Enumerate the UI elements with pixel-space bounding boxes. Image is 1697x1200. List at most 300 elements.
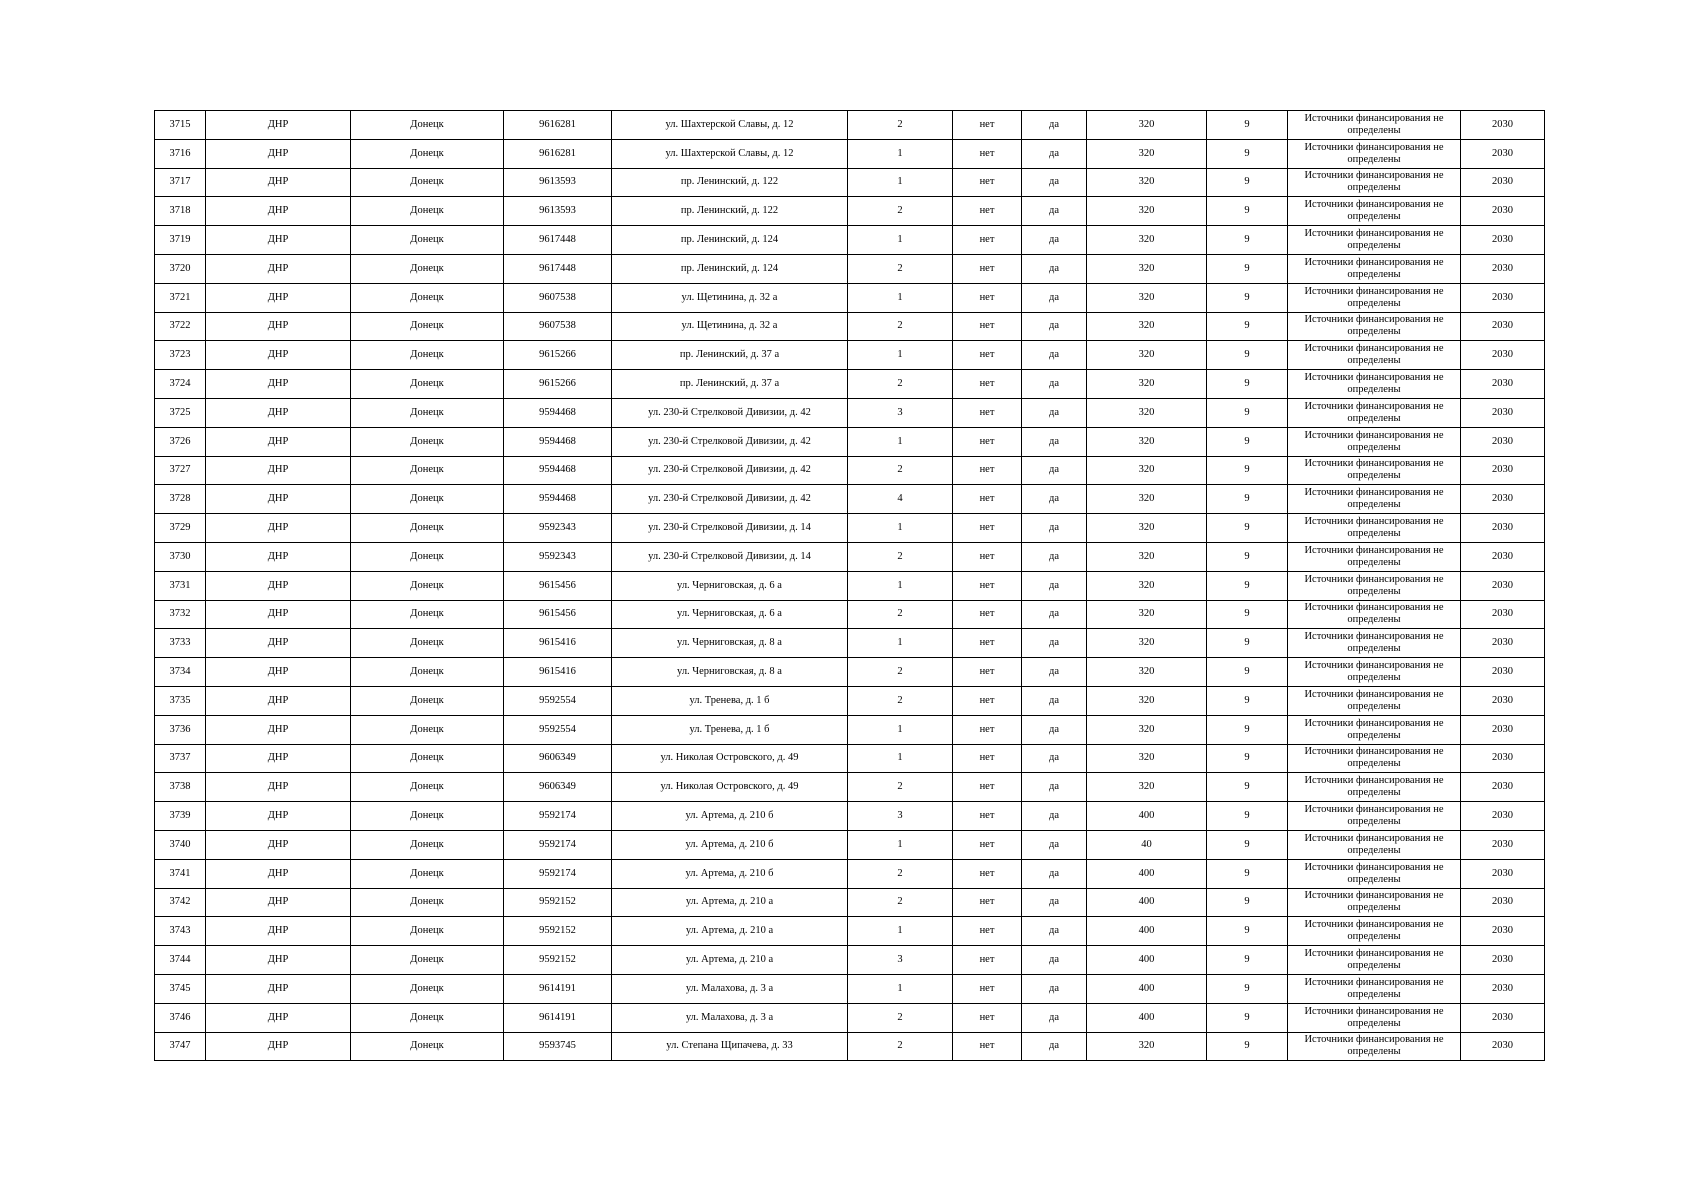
no-cell: нет (953, 427, 1022, 456)
count-cell: 9 (1207, 888, 1288, 917)
building-id-cell: 9615266 (504, 370, 612, 399)
table-row (155, 974, 1545, 1003)
building-id-cell: 9592174 (504, 830, 612, 859)
region-cell: ДНР (206, 802, 351, 831)
funding-source-cell: Источники финансирования не определены (1288, 917, 1461, 946)
row-number-cell: 3719 (155, 226, 206, 255)
entrance-cell: 1 (848, 715, 953, 744)
entrance-cell: 2 (848, 773, 953, 802)
building-id-cell: 9617448 (504, 226, 612, 255)
yes-cell: да (1022, 226, 1087, 255)
count-cell: 9 (1207, 370, 1288, 399)
entrance-cell: 2 (848, 111, 953, 140)
entrance-cell: 2 (848, 542, 953, 571)
value-cell: 320 (1087, 254, 1207, 283)
no-cell: нет (953, 542, 1022, 571)
region-cell: ДНР (206, 686, 351, 715)
yes-cell: да (1022, 283, 1087, 312)
value-cell: 320 (1087, 168, 1207, 197)
funding-source-cell: Источники финансирования не определены (1288, 1003, 1461, 1032)
count-cell: 9 (1207, 946, 1288, 975)
year-cell: 2030 (1461, 773, 1545, 802)
no-cell: нет (953, 773, 1022, 802)
city-cell: Донецк (351, 370, 504, 399)
building-id-cell: 9613593 (504, 168, 612, 197)
entrance-cell: 2 (848, 370, 953, 399)
yes-cell: да (1022, 456, 1087, 485)
city-cell: Донецк (351, 111, 504, 140)
region-cell: ДНР (206, 283, 351, 312)
year-cell: 2030 (1461, 686, 1545, 715)
yes-cell: да (1022, 715, 1087, 744)
entrance-cell: 1 (848, 571, 953, 600)
yes-cell: да (1022, 744, 1087, 773)
value-cell: 320 (1087, 600, 1207, 629)
no-cell: нет (953, 974, 1022, 1003)
yes-cell: да (1022, 197, 1087, 226)
yes-cell: да (1022, 168, 1087, 197)
value-cell: 320 (1087, 398, 1207, 427)
city-cell: Донецк (351, 888, 504, 917)
region-cell: ДНР (206, 715, 351, 744)
yes-cell: да (1022, 485, 1087, 514)
address-cell: пр. Ленинский, д. 124 (612, 226, 848, 255)
table-row (155, 1003, 1545, 1032)
no-cell: нет (953, 715, 1022, 744)
row-number-cell: 3742 (155, 888, 206, 917)
city-cell: Донецк (351, 139, 504, 168)
row-number-cell: 3731 (155, 571, 206, 600)
city-cell: Донецк (351, 514, 504, 543)
address-cell: пр. Ленинский, д. 37 а (612, 341, 848, 370)
region-cell: ДНР (206, 917, 351, 946)
funding-source-cell: Источники финансирования не определены (1288, 456, 1461, 485)
year-cell: 2030 (1461, 744, 1545, 773)
count-cell: 9 (1207, 312, 1288, 341)
city-cell: Донецк (351, 1003, 504, 1032)
table-row (155, 226, 1545, 255)
table-row (155, 485, 1545, 514)
building-id-cell: 9616281 (504, 139, 612, 168)
city-cell: Донецк (351, 917, 504, 946)
value-cell: 320 (1087, 744, 1207, 773)
address-cell: ул. Артема, д. 210 б (612, 830, 848, 859)
building-id-cell: 9615416 (504, 629, 612, 658)
count-cell: 9 (1207, 629, 1288, 658)
city-cell: Донецк (351, 398, 504, 427)
no-cell: нет (953, 859, 1022, 888)
row-number-cell: 3745 (155, 974, 206, 1003)
entrance-cell: 2 (848, 197, 953, 226)
count-cell: 9 (1207, 1003, 1288, 1032)
table-body (155, 111, 1545, 1061)
building-id-cell: 9594468 (504, 456, 612, 485)
funding-source-cell: Источники финансирования не определены (1288, 111, 1461, 140)
city-cell: Донецк (351, 658, 504, 687)
funding-source-cell: Источники финансирования не определены (1288, 974, 1461, 1003)
no-cell: нет (953, 686, 1022, 715)
row-number-cell: 3736 (155, 715, 206, 744)
city-cell: Донецк (351, 744, 504, 773)
entrance-cell: 2 (848, 456, 953, 485)
table-row (155, 341, 1545, 370)
no-cell: нет (953, 254, 1022, 283)
building-id-cell: 9607538 (504, 283, 612, 312)
table-row (155, 715, 1545, 744)
row-number-cell: 3724 (155, 370, 206, 399)
address-cell: ул. 230-й Стрелковой Дивизии, д. 42 (612, 456, 848, 485)
value-cell: 400 (1087, 1003, 1207, 1032)
row-number-cell: 3733 (155, 629, 206, 658)
funding-source-cell: Источники финансирования не определены (1288, 571, 1461, 600)
no-cell: нет (953, 283, 1022, 312)
no-cell: нет (953, 370, 1022, 399)
count-cell: 9 (1207, 571, 1288, 600)
row-number-cell: 3744 (155, 946, 206, 975)
table-row (155, 658, 1545, 687)
region-cell: ДНР (206, 139, 351, 168)
yes-cell: да (1022, 802, 1087, 831)
no-cell: нет (953, 312, 1022, 341)
year-cell: 2030 (1461, 341, 1545, 370)
no-cell: нет (953, 571, 1022, 600)
value-cell: 400 (1087, 888, 1207, 917)
city-cell: Донецк (351, 427, 504, 456)
count-cell: 9 (1207, 715, 1288, 744)
city-cell: Донецк (351, 802, 504, 831)
value-cell: 320 (1087, 571, 1207, 600)
region-cell: ДНР (206, 946, 351, 975)
funding-source-cell: Источники финансирования не определены (1288, 1032, 1461, 1061)
yes-cell: да (1022, 571, 1087, 600)
row-number-cell: 3741 (155, 859, 206, 888)
row-number-cell: 3740 (155, 830, 206, 859)
funding-source-cell: Источники финансирования не определены (1288, 254, 1461, 283)
address-cell: пр. Ленинский, д. 37 а (612, 370, 848, 399)
count-cell: 9 (1207, 341, 1288, 370)
no-cell: нет (953, 111, 1022, 140)
entrance-cell: 2 (848, 600, 953, 629)
yes-cell: да (1022, 600, 1087, 629)
count-cell: 9 (1207, 917, 1288, 946)
entrance-cell: 1 (848, 974, 953, 1003)
funding-source-cell: Источники финансирования не определены (1288, 139, 1461, 168)
city-cell: Донецк (351, 341, 504, 370)
address-cell: ул. Степана Щипачева, д. 33 (612, 1032, 848, 1061)
funding-source-cell: Источники финансирования не определены (1288, 773, 1461, 802)
address-cell: ул. Тренева, д. 1 б (612, 715, 848, 744)
city-cell: Донецк (351, 686, 504, 715)
year-cell: 2030 (1461, 715, 1545, 744)
table-row (155, 542, 1545, 571)
year-cell: 2030 (1461, 456, 1545, 485)
count-cell: 9 (1207, 456, 1288, 485)
entrance-cell: 2 (848, 686, 953, 715)
no-cell: нет (953, 629, 1022, 658)
table-row (155, 1032, 1545, 1061)
row-number-cell: 3721 (155, 283, 206, 312)
entrance-cell: 2 (848, 658, 953, 687)
funding-source-cell: Источники финансирования не определены (1288, 686, 1461, 715)
no-cell: нет (953, 485, 1022, 514)
address-cell: ул. Артема, д. 210 а (612, 888, 848, 917)
building-id-cell: 9593745 (504, 1032, 612, 1061)
address-cell: ул. Тренева, д. 1 б (612, 686, 848, 715)
row-number-cell: 3725 (155, 398, 206, 427)
entrance-cell: 3 (848, 946, 953, 975)
building-id-cell: 9614191 (504, 974, 612, 1003)
count-cell: 9 (1207, 168, 1288, 197)
no-cell: нет (953, 917, 1022, 946)
city-cell: Донецк (351, 629, 504, 658)
funding-source-cell: Источники финансирования не определены (1288, 197, 1461, 226)
value-cell: 320 (1087, 715, 1207, 744)
address-cell: ул. Щетинина, д. 32 а (612, 283, 848, 312)
row-number-cell: 3729 (155, 514, 206, 543)
table-row (155, 312, 1545, 341)
entrance-cell: 1 (848, 830, 953, 859)
address-cell: ул. Николая Островского, д. 49 (612, 744, 848, 773)
address-cell: ул. 230-й Стрелковой Дивизии, д. 42 (612, 398, 848, 427)
year-cell: 2030 (1461, 600, 1545, 629)
region-cell: ДНР (206, 398, 351, 427)
count-cell: 9 (1207, 686, 1288, 715)
entrance-cell: 2 (848, 254, 953, 283)
city-cell: Донецк (351, 830, 504, 859)
count-cell: 9 (1207, 1032, 1288, 1061)
count-cell: 9 (1207, 398, 1288, 427)
no-cell: нет (953, 456, 1022, 485)
year-cell: 2030 (1461, 226, 1545, 255)
city-cell: Донецк (351, 946, 504, 975)
yes-cell: да (1022, 974, 1087, 1003)
row-number-cell: 3730 (155, 542, 206, 571)
entrance-cell: 1 (848, 427, 953, 456)
table-row (155, 629, 1545, 658)
value-cell: 320 (1087, 370, 1207, 399)
entrance-cell: 3 (848, 802, 953, 831)
row-number-cell: 3728 (155, 485, 206, 514)
building-id-cell: 9606349 (504, 773, 612, 802)
region-cell: ДНР (206, 629, 351, 658)
entrance-cell: 2 (848, 1003, 953, 1032)
funding-source-cell: Источники финансирования не определены (1288, 341, 1461, 370)
funding-source-cell: Источники финансирования не определены (1288, 859, 1461, 888)
entrance-cell: 1 (848, 917, 953, 946)
value-cell: 320 (1087, 427, 1207, 456)
year-cell: 2030 (1461, 1003, 1545, 1032)
city-cell: Донецк (351, 715, 504, 744)
funding-source-cell: Источники финансирования не определены (1288, 715, 1461, 744)
no-cell: нет (953, 744, 1022, 773)
address-cell: ул. 230-й Стрелковой Дивизии, д. 42 (612, 427, 848, 456)
value-cell: 320 (1087, 456, 1207, 485)
yes-cell: да (1022, 427, 1087, 456)
row-number-cell: 3738 (155, 773, 206, 802)
building-id-cell: 9592152 (504, 946, 612, 975)
yes-cell: да (1022, 111, 1087, 140)
entrance-cell: 1 (848, 168, 953, 197)
value-cell: 400 (1087, 917, 1207, 946)
address-cell: ул. Черниговская, д. 6 а (612, 571, 848, 600)
region-cell: ДНР (206, 111, 351, 140)
table-row (155, 139, 1545, 168)
address-cell: ул. Артема, д. 210 б (612, 859, 848, 888)
building-id-cell: 9615456 (504, 571, 612, 600)
year-cell: 2030 (1461, 312, 1545, 341)
yes-cell: да (1022, 312, 1087, 341)
building-id-cell: 9592343 (504, 514, 612, 543)
row-number-cell: 3718 (155, 197, 206, 226)
value-cell: 400 (1087, 974, 1207, 1003)
count-cell: 9 (1207, 226, 1288, 255)
address-cell: ул. Артема, д. 210 а (612, 917, 848, 946)
region-cell: ДНР (206, 571, 351, 600)
address-cell: пр. Ленинский, д. 124 (612, 254, 848, 283)
table-row (155, 370, 1545, 399)
row-number-cell: 3727 (155, 456, 206, 485)
year-cell: 2030 (1461, 542, 1545, 571)
funding-source-cell: Источники финансирования не определены (1288, 658, 1461, 687)
no-cell: нет (953, 398, 1022, 427)
funding-source-cell: Источники финансирования не определены (1288, 629, 1461, 658)
year-cell: 2030 (1461, 197, 1545, 226)
building-id-cell: 9616281 (504, 111, 612, 140)
address-cell: ул. Черниговская, д. 8 а (612, 629, 848, 658)
value-cell: 320 (1087, 283, 1207, 312)
count-cell: 9 (1207, 773, 1288, 802)
year-cell: 2030 (1461, 514, 1545, 543)
funding-source-cell: Источники финансирования не определены (1288, 485, 1461, 514)
region-cell: ДНР (206, 974, 351, 1003)
count-cell: 9 (1207, 600, 1288, 629)
year-cell: 2030 (1461, 283, 1545, 312)
value-cell: 320 (1087, 542, 1207, 571)
entrance-cell: 1 (848, 514, 953, 543)
value-cell: 400 (1087, 802, 1207, 831)
yes-cell: да (1022, 830, 1087, 859)
building-id-cell: 9594468 (504, 485, 612, 514)
row-number-cell: 3723 (155, 341, 206, 370)
row-number-cell: 3734 (155, 658, 206, 687)
yes-cell: да (1022, 341, 1087, 370)
city-cell: Донецк (351, 859, 504, 888)
address-cell: ул. 230-й Стрелковой Дивизии, д. 14 (612, 542, 848, 571)
region-cell: ДНР (206, 658, 351, 687)
building-id-cell: 9615416 (504, 658, 612, 687)
table-row (155, 456, 1545, 485)
yes-cell: да (1022, 859, 1087, 888)
entrance-cell: 2 (848, 312, 953, 341)
entrance-cell: 2 (848, 1032, 953, 1061)
value-cell: 400 (1087, 946, 1207, 975)
year-cell: 2030 (1461, 974, 1545, 1003)
table-row (155, 859, 1545, 888)
region-cell: ДНР (206, 168, 351, 197)
year-cell: 2030 (1461, 917, 1545, 946)
no-cell: нет (953, 600, 1022, 629)
year-cell: 2030 (1461, 427, 1545, 456)
building-id-cell: 9592343 (504, 542, 612, 571)
table-row (155, 111, 1545, 140)
no-cell: нет (953, 1003, 1022, 1032)
year-cell: 2030 (1461, 888, 1545, 917)
no-cell: нет (953, 1032, 1022, 1061)
value-cell: 320 (1087, 341, 1207, 370)
yes-cell: да (1022, 1003, 1087, 1032)
year-cell: 2030 (1461, 485, 1545, 514)
year-cell: 2030 (1461, 168, 1545, 197)
city-cell: Донецк (351, 1032, 504, 1061)
region-cell: ДНР (206, 1032, 351, 1061)
table-row (155, 398, 1545, 427)
region-cell: ДНР (206, 600, 351, 629)
entrance-cell: 1 (848, 744, 953, 773)
building-id-cell: 9592554 (504, 686, 612, 715)
value-cell: 320 (1087, 485, 1207, 514)
city-cell: Донецк (351, 283, 504, 312)
region-cell: ДНР (206, 427, 351, 456)
entrance-cell: 1 (848, 139, 953, 168)
count-cell: 9 (1207, 830, 1288, 859)
funding-source-cell: Источники финансирования не определены (1288, 802, 1461, 831)
row-number-cell: 3722 (155, 312, 206, 341)
address-cell: ул. Черниговская, д. 6 а (612, 600, 848, 629)
building-id-cell: 9592554 (504, 715, 612, 744)
entrance-cell: 1 (848, 629, 953, 658)
address-cell: пр. Ленинский, д. 122 (612, 168, 848, 197)
row-number-cell: 3735 (155, 686, 206, 715)
count-cell: 9 (1207, 283, 1288, 312)
yes-cell: да (1022, 629, 1087, 658)
entrance-cell: 1 (848, 341, 953, 370)
no-cell: нет (953, 139, 1022, 168)
address-cell: ул. Артема, д. 210 б (612, 802, 848, 831)
table-row (155, 283, 1545, 312)
city-cell: Донецк (351, 312, 504, 341)
region-cell: ДНР (206, 456, 351, 485)
building-id-cell: 9606349 (504, 744, 612, 773)
year-cell: 2030 (1461, 1032, 1545, 1061)
count-cell: 9 (1207, 802, 1288, 831)
no-cell: нет (953, 888, 1022, 917)
region-cell: ДНР (206, 485, 351, 514)
table-row (155, 600, 1545, 629)
funding-source-cell: Источники финансирования не определены (1288, 888, 1461, 917)
city-cell: Донецк (351, 168, 504, 197)
entrance-cell: 3 (848, 398, 953, 427)
row-number-cell: 3746 (155, 1003, 206, 1032)
yes-cell: да (1022, 773, 1087, 802)
table-row (155, 427, 1545, 456)
city-cell: Донецк (351, 571, 504, 600)
region-cell: ДНР (206, 888, 351, 917)
row-number-cell: 3732 (155, 600, 206, 629)
building-id-cell: 9617448 (504, 254, 612, 283)
funding-source-cell: Источники финансирования не определены (1288, 283, 1461, 312)
count-cell: 9 (1207, 744, 1288, 773)
year-cell: 2030 (1461, 946, 1545, 975)
building-id-cell: 9592174 (504, 859, 612, 888)
address-cell: ул. Малахова, д. 3 а (612, 974, 848, 1003)
region-cell: ДНР (206, 370, 351, 399)
year-cell: 2030 (1461, 859, 1545, 888)
no-cell: нет (953, 830, 1022, 859)
region-cell: ДНР (206, 341, 351, 370)
table-row (155, 168, 1545, 197)
address-cell: ул. Николая Островского, д. 49 (612, 773, 848, 802)
city-cell: Донецк (351, 600, 504, 629)
